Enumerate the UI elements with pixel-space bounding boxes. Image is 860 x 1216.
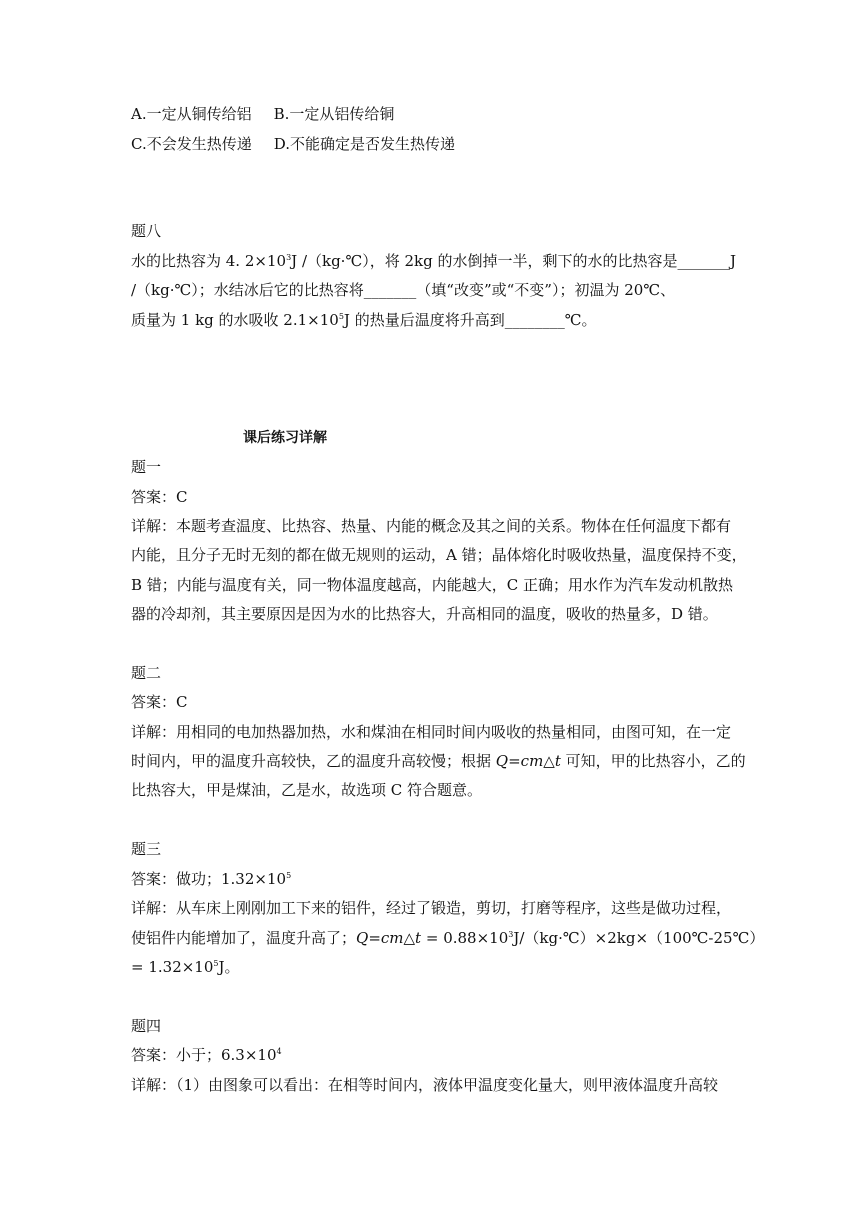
q8-line-2: /（kg·℃）；水结冰后它的比热容将_______（填“改变”或“不变”）；初温为 20℃、 — [131, 281, 676, 299]
q8-line-1-text-a: 水的比热容为 4. 2×10 — [131, 252, 287, 270]
q8-line-3 — [131, 310, 596, 330]
q2-answer: 答案：C — [131, 693, 188, 711]
q3-answer — [131, 869, 291, 889]
q3-answer-sup: 5 — [286, 871, 292, 880]
q3-heading: 题三 — [131, 840, 162, 858]
q3-answer-text: 答案：做功；1.32×10 — [131, 870, 287, 888]
q1-detail-1: 详解：本题考查温度、比热容、热量、内能的概念及其之间的关系。物体在任何温度下都有 — [131, 517, 732, 535]
section-title: 课后练习详解 — [243, 430, 327, 446]
q8-line-1-text-b: J /（kg·℃），将 2kg 的水倒掉一半，剩下的水的比热容是_______J — [291, 252, 737, 270]
q2-detail-2-text-b: 可知，甲的比热容小，乙的 — [565, 752, 746, 770]
q8-heading: 题八 — [131, 222, 162, 240]
option-row-ab — [131, 104, 394, 124]
q2-heading: 题二 — [131, 664, 162, 682]
q8-line-1-sup: 3 — [286, 253, 292, 262]
q8-line-3-text-b: J 的热量后温度将升高到________℃。 — [343, 311, 597, 329]
option-row-cd — [131, 134, 455, 154]
q2-detail-3: 比热容大，甲是煤油，乙是水，故选项 C 符合题意。 — [131, 781, 483, 799]
q3-detail-1: 详解：从车床上刚刚加工下来的铝件，经过了锻造，剪切，打磨等程序，这些是做功过程， — [131, 899, 732, 917]
q4-answer-text: 答案：小于；6.3×10 — [131, 1046, 277, 1064]
q3-detail-2-text-c: J/（kg·℃）×2kg×（100℃-25℃） — [513, 929, 765, 947]
q8-line-1 — [131, 251, 736, 271]
q3-detail-3-text-b: J。 — [218, 958, 240, 976]
q1-detail-3: B 错；内能与温度有关，同一物体温度越高，内能越大，C 正确；用水作为汽车发动机散热 — [131, 576, 734, 594]
q2-detail-2-text-a: 时间内，甲的温度升高较快，乙的温度升高较慢；根据 — [131, 752, 492, 770]
q3-formula: Q=cm△t — [356, 929, 422, 947]
q2-formula: Q=cm△t — [495, 752, 561, 770]
q3-detail-2 — [131, 928, 764, 948]
q3-detail-2-text-b: = 0.88×10 — [425, 929, 509, 947]
q4-detail-1: 详解：（1）由图象可以看出：在相等时间内，液体甲温度变化量大，则甲液体温度升高较 — [131, 1076, 719, 1094]
q3-detail-3-text-a: = 1.32×10 — [131, 958, 214, 976]
q4-answer-sup: 4 — [276, 1047, 282, 1056]
option-d: D.不能确定是否发生热传递 — [273, 135, 455, 153]
q2-detail-2 — [131, 751, 746, 771]
q3-detail-2-text-a: 使铝件内能增加了，温度升高了； — [131, 929, 357, 947]
option-b: B.一定从铝传给铜 — [273, 105, 395, 123]
q8-line-3-text-a: 质量为 1 kg 的水吸收 2.1×10 — [131, 311, 339, 329]
q1-detail-2: 内能，且分子无时无刻的都在做无规则的运动，A 错；晶体熔化时吸收热量，温度保持不变， — [131, 546, 747, 564]
q2-detail-1: 详解：用相同的电加热器加热，水和煤油在相同时间内吸收的热量相同，由图可知，在一定 — [131, 723, 732, 741]
option-c: C.不会发生热传递 — [131, 135, 252, 153]
option-a: A.一定从铜传给铝 — [131, 105, 252, 123]
q1-detail-4: 器的冷却剂，其主要原因是因为水的比热容大，升高相同的温度，吸收的热量多，D 错。 — [131, 605, 718, 623]
q4-heading: 题四 — [131, 1017, 162, 1035]
q8-line-3-sup: 5 — [338, 312, 344, 321]
q1-heading: 题一 — [131, 458, 162, 476]
q1-answer: 答案：C — [131, 488, 188, 506]
q3-detail-3-sup: 5 — [213, 959, 219, 968]
q4-answer — [131, 1045, 282, 1065]
q3-detail-2-sup: 3 — [508, 930, 514, 939]
q3-detail-3 — [131, 957, 240, 977]
